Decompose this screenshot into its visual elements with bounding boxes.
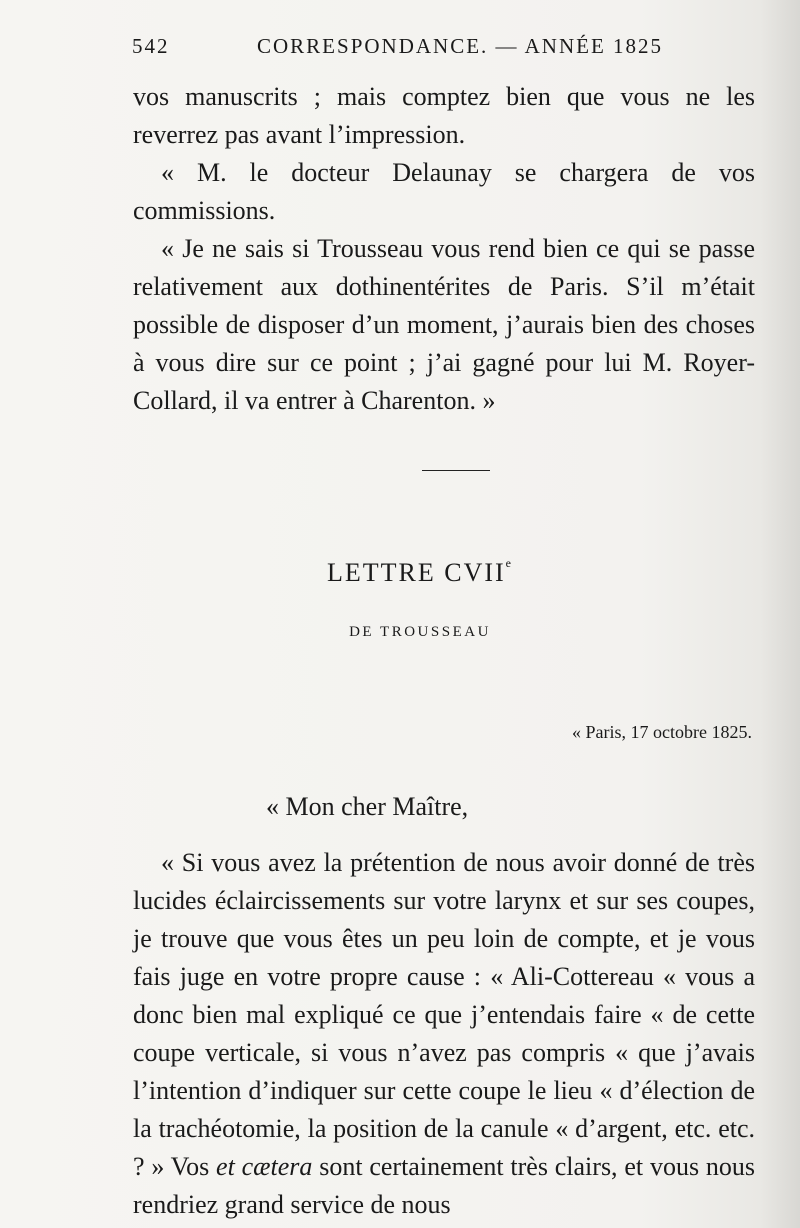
body-text-segment: sont certainement très clairs, et vous nous rendriez grand service de nous [133,1152,755,1219]
paragraph: « Je ne sais si Trousseau vous rend bien ce qui se passe relativement aux dothinentérites de Paris. S’il m’était possible de disposer d’un moment, j’aurais bien des choses à vous dire sur ce point ; j’ai gagné pour lui M. Royer-Collard, il va entrer à Charenton. » [133,234,755,415]
dateline: « Paris, 17 octobre 1825. [572,722,752,742]
letter-title [0,558,800,588]
paragraph: vos manuscrits ; mais comptez bien que vous ne les reverrez pas avant l’impression. [133,82,755,149]
body-text-segment: « Si vous avez la prétention de nous avoir donné de très lucides éclaircissements sur votre larynx et sur ses coupes, je trouve que vous êtes un peu loin de compte, et je vous fais juge en votre propre cause : « Ali-Cottereau « vous a donc bien mal expliqué ce que j’entendais faire « de cette coupe verticale, si vous n’avez pas compris « que j’avais l’intention d’indiquer sur cette coupe le lieu « d’élection de la trachéotomie, la position de la canule « d’argent, etc. etc. ? » Vos [133,848,755,1181]
section-divider [422,470,490,471]
letter-body [133,844,755,1224]
italic-phrase: et cætera [216,1152,313,1181]
paragraph: « M. le docteur Delaunay se chargera de vos commissions. [133,158,755,225]
letter-title-text: LETTRE CVII [326,558,506,587]
letter-author: DE TROUSSEAU [349,624,491,640]
paragraph [133,844,755,1224]
salutation: « Mon cher Maître, [266,792,469,821]
letter-title-superscript: e [505,556,513,570]
page-number: 542 [132,34,170,58]
running-title: CORRESPONDANCE. — ANNÉE 1825 [257,34,664,58]
continuation-text [133,78,755,420]
